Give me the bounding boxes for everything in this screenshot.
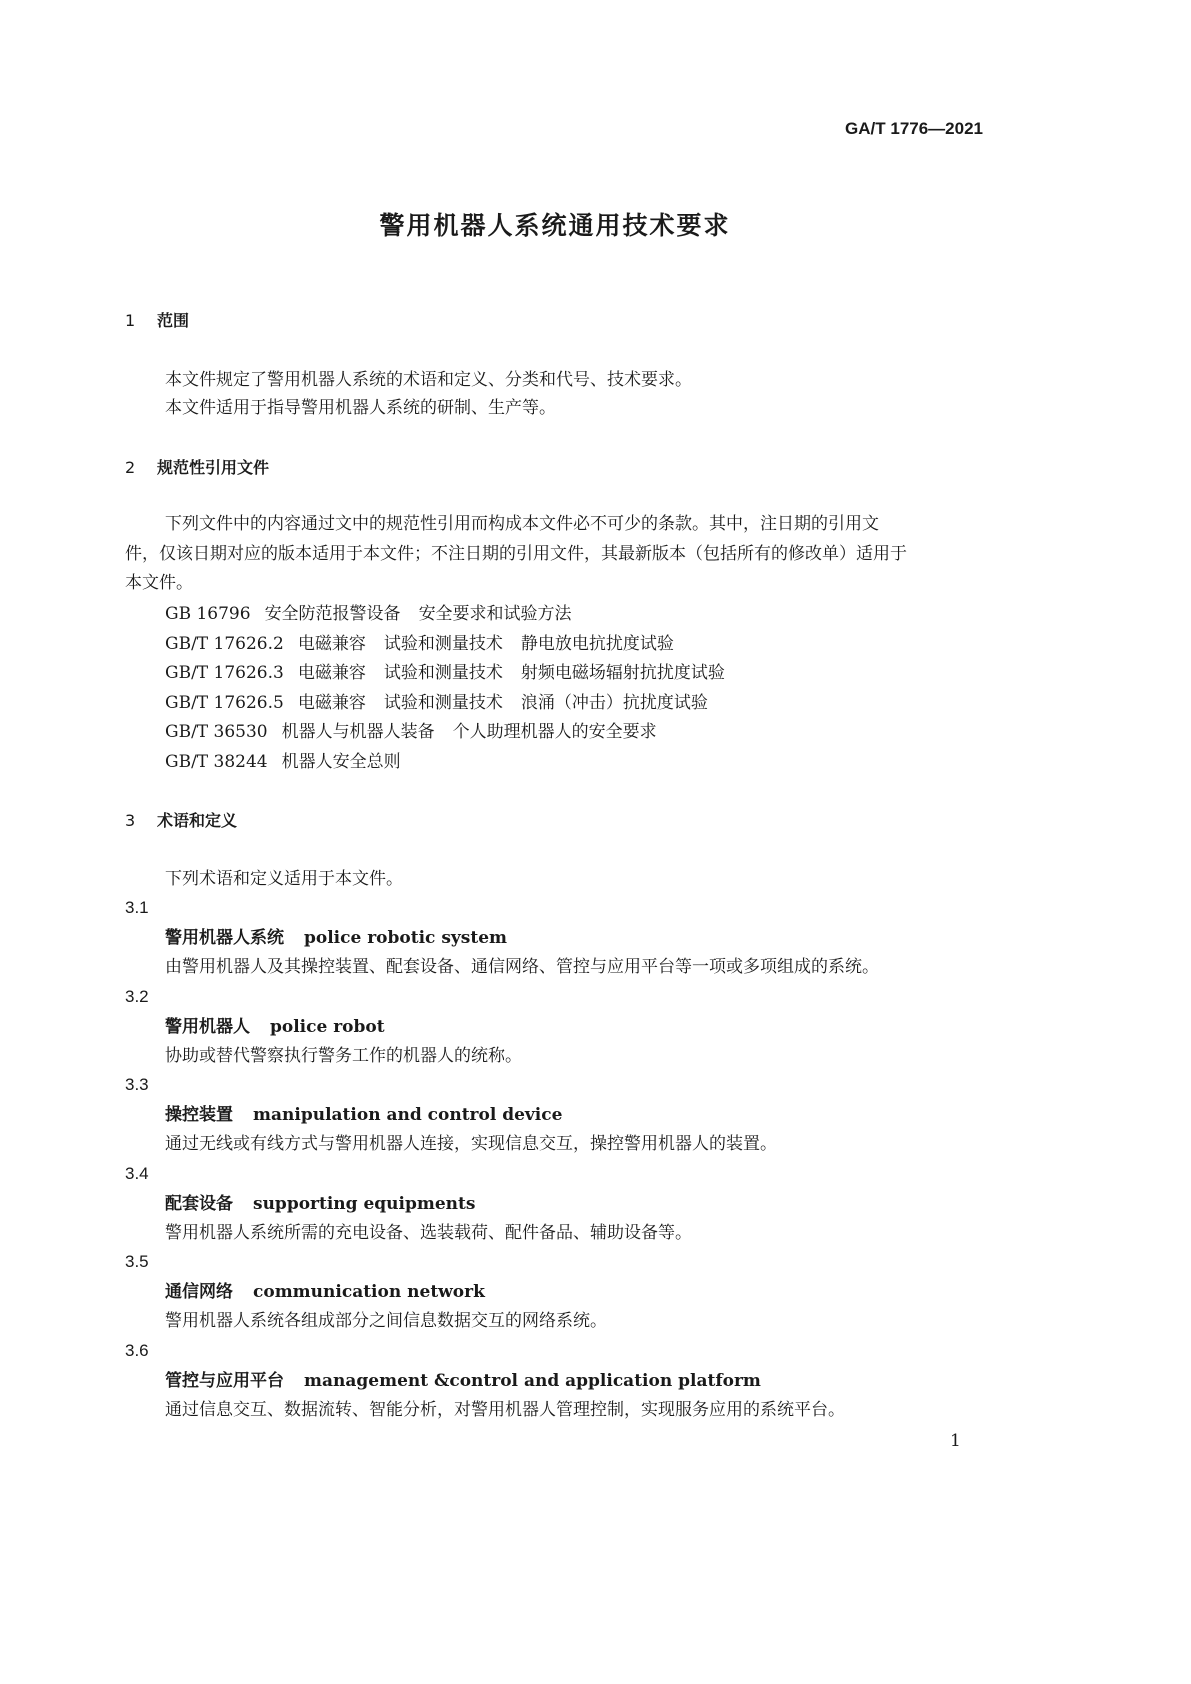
- normative-reference: [165, 692, 726, 714]
- reference-code: GB/T 17626.3: [165, 663, 284, 683]
- normative-reference: [165, 751, 419, 773]
- term-zh: 配套设备: [165, 1193, 233, 1214]
- paragraph: 本文件适用于指导警用机器人系统的研制、生产等。: [165, 398, 556, 418]
- reference-title-part: 试验和测量技术: [383, 663, 503, 683]
- reference-title-part: 电磁兼容: [297, 633, 366, 654]
- paragraph-line: 件，仅该日期对应的版本适用于本文件；不注日期的引用文件，其最新版本（包括所有的修改单）适用于: [125, 544, 907, 564]
- term-zh: 操控装置: [165, 1105, 233, 1125]
- reference-title-part: 安全防范报警设备: [264, 604, 401, 624]
- paragraph: 下列术语和定义适用于本文件。: [165, 869, 403, 889]
- term-heading: [165, 1281, 485, 1303]
- term-number: 3.3: [125, 1075, 149, 1094]
- term-heading: [165, 1193, 475, 1215]
- standard-code: GA/T 1776—2021: [845, 119, 983, 138]
- reference-code: GB 16796: [165, 604, 251, 624]
- normative-reference: [165, 721, 675, 743]
- term-heading: [165, 1016, 385, 1038]
- reference-title-part: 个人助理机器人的安全要求: [452, 722, 657, 742]
- reference-code: GB/T 38244: [165, 751, 268, 772]
- term-en: communication network: [253, 1282, 485, 1302]
- page-title: 警用机器人系统通用技术要求: [379, 211, 731, 240]
- term-definition: 通过信息交互、数据流转、智能分析，对警用机器人管理控制，实现服务应用的系统平台。: [165, 1399, 845, 1420]
- term-zh: 警用机器人: [165, 1016, 250, 1037]
- reference-title-part: 浪涌（冲击）抗扰度试验: [520, 692, 708, 713]
- section-heading-1: [125, 310, 189, 332]
- section-title: 规范性引用文件: [157, 458, 270, 477]
- term-definition: 警用机器人系统各组成部分之间信息数据交互的网络系统。: [165, 1311, 607, 1331]
- reference-title-part: 安全要求和试验方法: [418, 604, 572, 624]
- term-definition: 通过无线或有线方式与警用机器人连接，实现信息交互，操控警用机器人的装置。: [165, 1134, 777, 1154]
- paragraph: 本文件规定了警用机器人系统的术语和定义、分类和代号、技术要求。: [165, 370, 692, 390]
- term-zh: 管控与应用平台: [165, 1370, 284, 1391]
- term-zh: 警用机器人系统: [165, 928, 284, 948]
- term-number: 3.5: [125, 1252, 149, 1271]
- term-heading: [165, 1370, 761, 1392]
- section-number: 2: [125, 458, 136, 477]
- term-en: manipulation and control device: [253, 1105, 563, 1125]
- section-heading-3: [125, 810, 237, 832]
- reference-title-part: 静电放电抗扰度试验: [520, 633, 674, 654]
- term-definition: 由警用机器人及其操控装置、配套设备、通信网络、管控与应用平台等一项或多项组成的系统。: [165, 957, 879, 977]
- term-en: police robot: [270, 1016, 385, 1037]
- reference-title-part: 试验和测量技术: [383, 633, 503, 654]
- reference-code: GB/T 17626.5: [165, 692, 284, 713]
- page-number: 1: [950, 1431, 961, 1451]
- reference-title-part: 机器人与机器人装备: [281, 722, 435, 742]
- term-number: 3.6: [125, 1340, 149, 1360]
- term-en: supporting equipments: [253, 1193, 476, 1214]
- reference-title-part: 试验和测量技术: [383, 692, 503, 713]
- term-definition: 警用机器人系统所需的充电设备、选装载荷、配件备品、辅助设备等。: [165, 1222, 692, 1243]
- term-number: 3.1: [125, 898, 149, 917]
- normative-reference: [165, 603, 590, 625]
- normative-reference: [165, 662, 743, 684]
- section-title: 术语和定义: [157, 811, 238, 830]
- reference-code: GB/T 17626.2: [165, 633, 284, 654]
- term-number: 3.4: [125, 1163, 149, 1183]
- term-en: management &control and application platform: [304, 1370, 761, 1391]
- reference-title-part: 电磁兼容: [297, 692, 366, 713]
- reference-code: GB/T 36530: [165, 722, 268, 742]
- reference-title-part: 射频电磁场辐射抗扰度试验: [520, 663, 725, 683]
- term-definition: 协助或替代警察执行警务工作的机器人的统称。: [165, 1045, 522, 1066]
- section-number: 3: [125, 811, 136, 830]
- term-heading: [165, 927, 507, 949]
- term-zh: 通信网络: [165, 1282, 233, 1302]
- reference-title-part: 机器人安全总则: [281, 751, 401, 772]
- term-number: 3.2: [125, 986, 149, 1006]
- paragraph-line: 本文件。: [125, 573, 193, 593]
- section-heading-2: [125, 457, 269, 479]
- section-title: 范围: [157, 311, 190, 330]
- normative-reference: [165, 633, 692, 655]
- section-number: 1: [125, 311, 136, 330]
- term-heading: [165, 1104, 562, 1126]
- term-en: police robotic system: [304, 928, 508, 948]
- paragraph-line: 下列文件中的内容通过文中的规范性引用而构成本文件必不可少的条款。其中，注日期的引用文: [165, 514, 879, 534]
- reference-title-part: 电磁兼容: [297, 663, 366, 683]
